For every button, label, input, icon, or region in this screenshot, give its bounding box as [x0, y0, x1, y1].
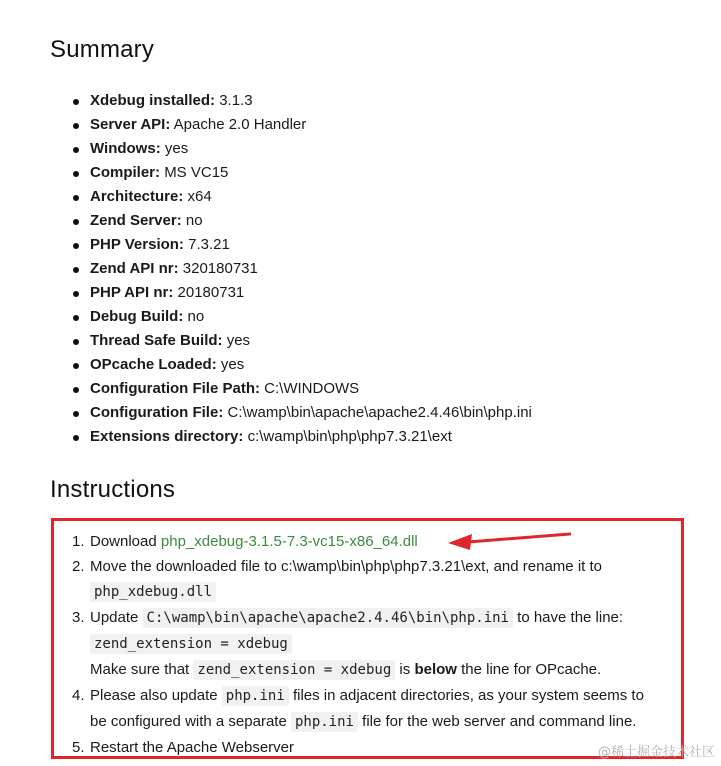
instructions-list	[50, 529, 680, 760]
summary-item-php-api-nr: PHP API nr: 20180731	[50, 281, 690, 305]
summary-item-config-file-path: Configuration File Path: C:\WINDOWS	[50, 377, 690, 401]
bullet-icon	[73, 99, 79, 105]
bullet-icon	[73, 315, 79, 321]
summary-item-zend-api-nr: Zend API nr: 320180731	[50, 257, 690, 281]
bullet-icon	[73, 171, 79, 177]
code-php-ini: php.ini	[222, 686, 289, 706]
code-zend-extension-note: zend_extension = xdebug	[193, 660, 395, 680]
summary-item-thread-safe-build: Thread Safe Build: yes	[50, 329, 690, 353]
summary-item-xdebug-installed: Xdebug installed: 3.1.3	[50, 89, 690, 113]
code-php-ini-2: php.ini	[291, 712, 358, 732]
step-update-ini: 3. Update C:\wamp\bin\apache\apache2.4.46\bin\php.ini to have the line: zend_extension = xdebug Make sure that zend_extension = xdebug is below the line for OPcache.	[72, 609, 624, 678]
summary-item-zend-server: Zend Server: no	[50, 209, 690, 233]
summary-item-architecture: Architecture: x64	[50, 185, 690, 209]
bullet-icon	[73, 195, 79, 201]
summary-heading: Summary	[50, 36, 155, 63]
bullet-icon	[73, 291, 79, 297]
bullet-icon	[73, 387, 79, 393]
code-zend-extension-line: zend_extension = xdebug	[90, 634, 292, 654]
bullet-icon	[73, 411, 79, 417]
summary-item-opcache-loaded: OPcache Loaded: yes	[50, 353, 690, 377]
summary-item-windows: Windows: yes	[50, 137, 690, 161]
bullet-icon	[73, 363, 79, 369]
step-restart-apache: 5. Restart the Apache Webserver	[72, 739, 294, 756]
watermark: @稀土掘金技术社区	[597, 745, 715, 760]
step-update-adjacent-ini: 4. Please also update php.ini files in adjacent directories, as your system seems to be configured with a separate php.ini file for the web server and command line.	[72, 687, 644, 730]
download-link[interactable]: php_xdebug-3.1.5-7.3-vc15-x86_64.dll	[160, 533, 418, 550]
summary-item-debug-build: Debug Build: no	[50, 305, 690, 329]
step-download: 1. Download php_xdebug-3.1.5-7.3-vc15-x86_64.dll	[72, 533, 418, 550]
bullet-icon	[73, 339, 79, 345]
code-ini-path: C:\wamp\bin\apache\apache2.4.46\bin\php.ini	[143, 608, 513, 628]
summary-item-server-api: Server API: Apache 2.0 Handler	[50, 113, 690, 137]
bullet-icon	[73, 435, 79, 441]
bullet-icon	[73, 243, 79, 249]
instructions-heading: Instructions	[50, 476, 176, 503]
bullet-icon	[73, 147, 79, 153]
step-move-file: 2. Move the downloaded file to c:\wamp\bin\php\php7.3.21\ext, and rename it to php_xdebug.dll	[72, 558, 602, 600]
code-renamed-filename: php_xdebug.dll	[90, 582, 216, 602]
summary-item-extensions-directory: Extensions directory: c:\wamp\bin\php\php7.3.21\ext	[50, 425, 690, 449]
summary-item-config-file: Configuration File: C:\wamp\bin\apache\apache2.4.46\bin\php.ini	[50, 401, 690, 425]
summary-item-compiler: Compiler: MS VC15	[50, 161, 690, 185]
bullet-icon	[73, 219, 79, 225]
summary-item-php-version: PHP Version: 7.3.21	[50, 233, 690, 257]
summary-list	[50, 89, 690, 449]
red-arrow-icon	[446, 530, 571, 552]
bullet-icon	[73, 123, 79, 129]
bullet-icon	[73, 267, 79, 273]
